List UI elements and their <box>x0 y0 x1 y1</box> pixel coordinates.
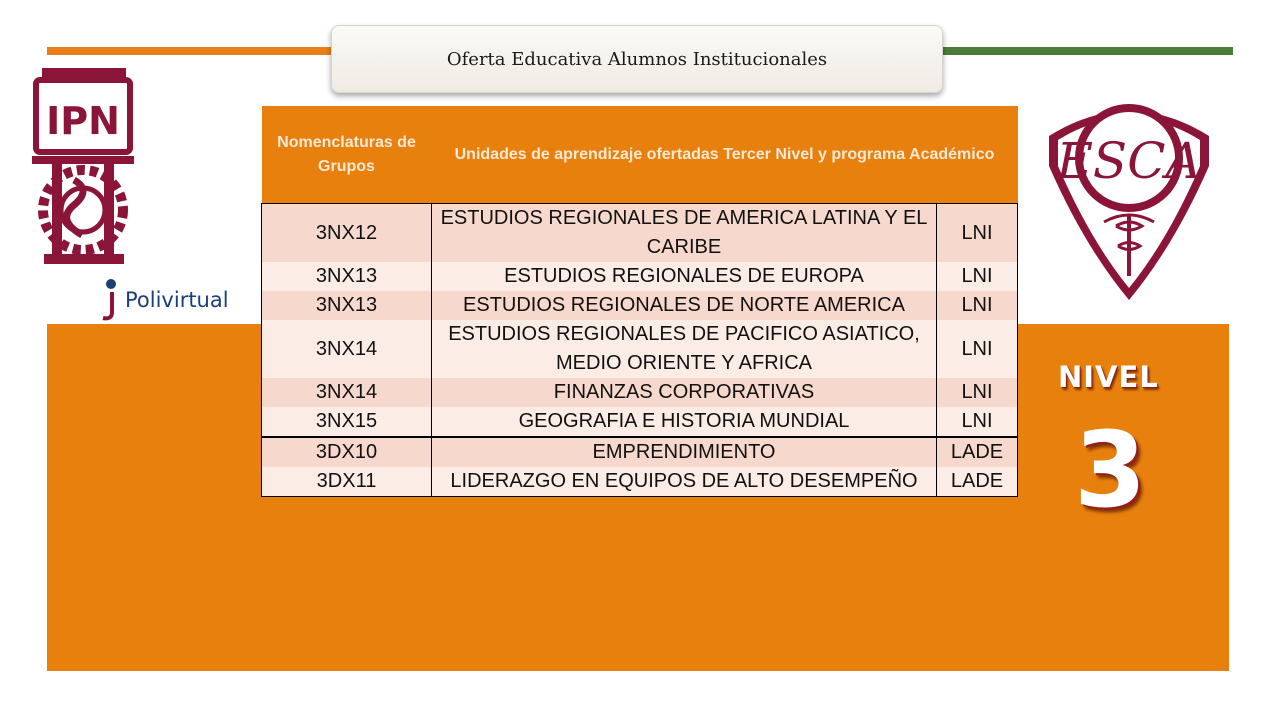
program-code: LNI <box>937 291 1018 320</box>
subject-name: ESTUDIOS REGIONALES DE AMERICA LATINA Y EL CARIBE <box>432 204 937 263</box>
program-code: LNI <box>937 407 1018 437</box>
program-code: LADE <box>937 437 1018 467</box>
program-code: LNI <box>937 320 1018 378</box>
subject-name: FINANZAS CORPORATIVAS <box>432 378 937 407</box>
subject-name: GEOGRAFIA E HISTORIA MUNDIAL <box>432 407 937 437</box>
table-row <box>262 407 1018 437</box>
top-orange-line <box>47 47 335 55</box>
group-code: 3NX14 <box>262 320 432 378</box>
table-row <box>262 378 1018 407</box>
program-code: LADE <box>937 467 1018 497</box>
esca-text: ESCA <box>1056 132 1202 190</box>
level-number: 3 <box>1074 409 1147 531</box>
header-units: Unidades de aprendizaje ofertadas Tercer Nivel y programa Académico <box>432 106 1018 204</box>
subject-name: ESTUDIOS REGIONALES DE PACIFICO ASIATICO, MEDIO ORIENTE Y AFRICA <box>432 320 937 378</box>
polivirtual-text: Polivirtual <box>125 288 229 312</box>
subject-name: EMPRENDIMIENTO <box>432 437 937 467</box>
group-code: 3NX14 <box>262 378 432 407</box>
subject-name: LIDERAZGO EN EQUIPOS DE ALTO DESEMPEÑO <box>432 467 937 497</box>
group-code: 3DX10 <box>262 437 432 467</box>
group-code: 3NX15 <box>262 407 432 437</box>
group-code: 3NX13 <box>262 262 432 291</box>
table-row <box>262 204 1018 263</box>
subject-name: ESTUDIOS REGIONALES DE NORTE AMERICA <box>432 291 937 320</box>
group-code: 3NX12 <box>262 204 432 263</box>
ipn-logo <box>24 60 142 272</box>
top-green-line <box>940 47 1233 55</box>
level-label: NIVEL <box>1058 360 1159 394</box>
esca-logo <box>1044 96 1214 302</box>
table-row <box>262 320 1018 378</box>
page-title: Oferta Educativa Alumnos Institucionales <box>446 48 828 70</box>
program-code: LNI <box>937 262 1018 291</box>
offer-table <box>261 106 1018 497</box>
table-row <box>262 291 1018 320</box>
table-row <box>262 262 1018 291</box>
subject-name: ESTUDIOS REGIONALES DE EUROPA <box>432 262 937 291</box>
polivirtual-logo <box>97 276 245 324</box>
group-code: 3NX13 <box>262 291 432 320</box>
program-code: LNI <box>937 378 1018 407</box>
polivirtual-icon <box>97 278 121 322</box>
table-row <box>262 467 1018 497</box>
table-row <box>262 437 1018 467</box>
svg-text:IPN: IPN <box>46 99 120 143</box>
group-code: 3DX11 <box>262 467 432 497</box>
title-banner <box>331 25 943 93</box>
program-code: LNI <box>937 204 1018 263</box>
header-groups: Nomenclaturas de Grupos <box>262 106 432 204</box>
